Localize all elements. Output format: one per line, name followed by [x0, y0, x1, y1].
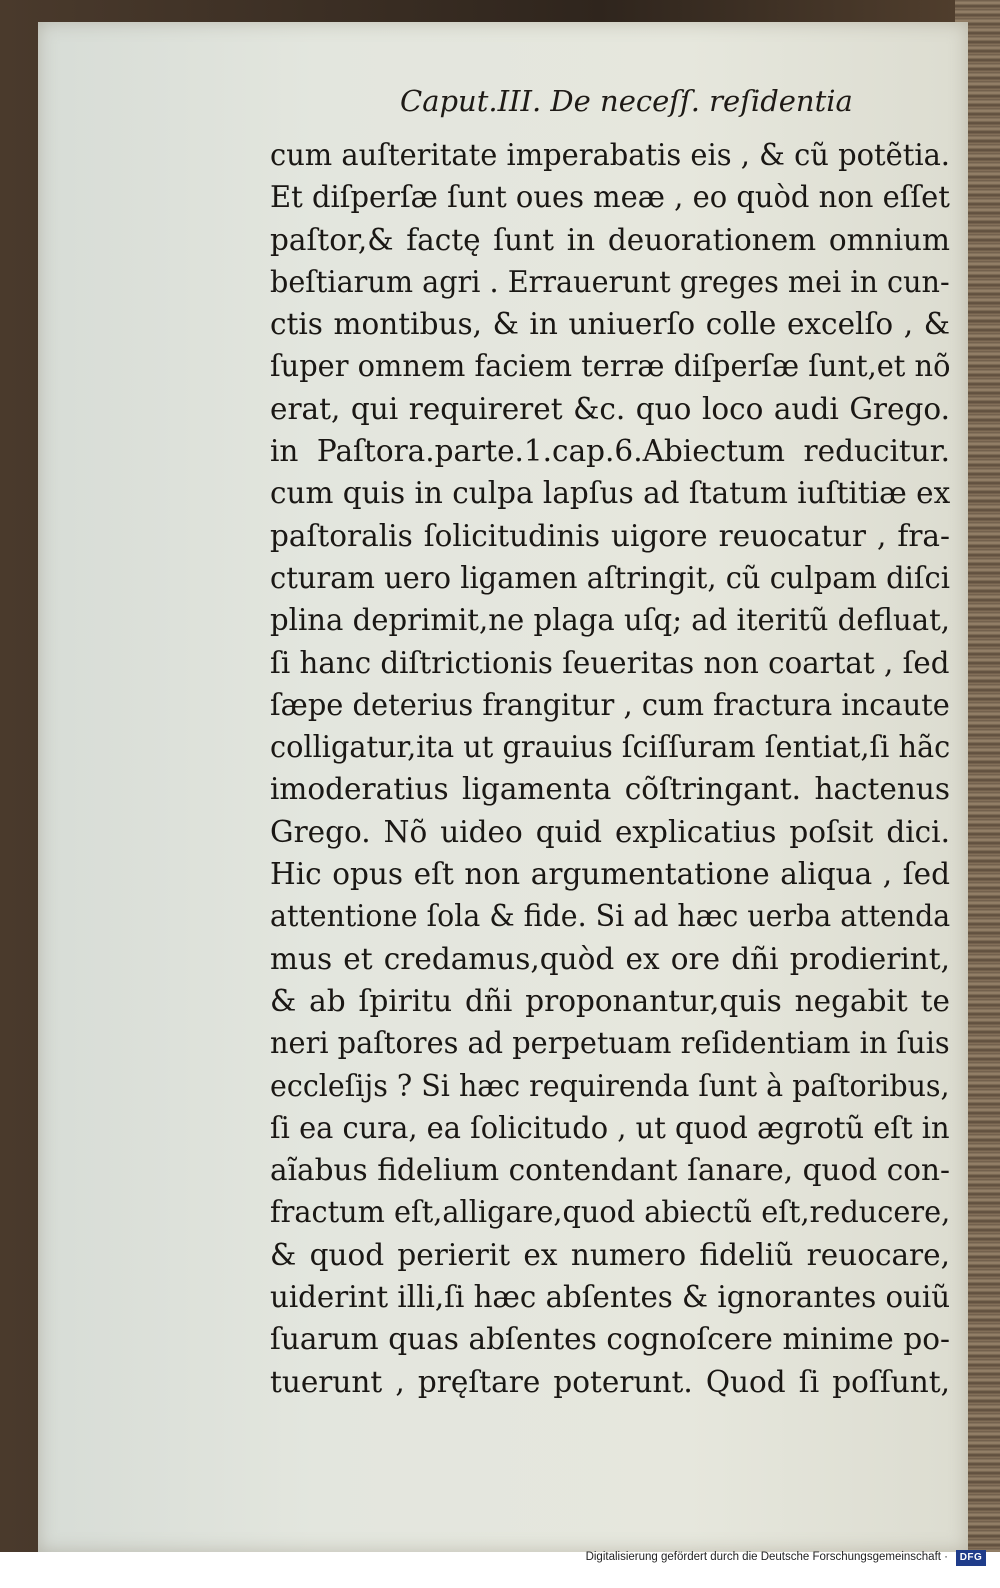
text-line: imoderatius ligamenta cõſtringant. hactenus	[270, 772, 950, 807]
text-line: cum auſteritate imperabatis eis , & cũ potẽtia.	[270, 138, 950, 172]
text-line: paſtoralis ſolicitudinis uigore reuocatur , fra-	[270, 518, 950, 553]
text-line: colligatur,ita ut grauius ſciſſuram ſentiat,ſi hãc	[270, 730, 951, 765]
text-line: in Paſtora.parte.1.cap.6.Abiectum reducitur.	[270, 434, 950, 469]
text-line: tuerunt , pręſtare poterunt. Quod ſi poſſunt,	[270, 1364, 950, 1399]
text-line: beſtiarum agri . Errauerunt greges mei in cun-	[270, 264, 950, 299]
text-line: Grego. Nõ uideo quid explicatius poſsit dici.	[270, 814, 950, 849]
text-line: fractum eſt,alligare,quod abiectũ eſt,reducere,	[270, 1195, 951, 1230]
text-line: paſtor,& factę ſunt in deuorationem omnium	[270, 222, 950, 257]
body-text	[270, 134, 950, 1403]
text-line: ſi hanc diſtrictionis ſeueritas non coartat , ſed	[270, 645, 950, 680]
digitization-credit: Digitalisierung gefördert durch die Deutsche Forschungsgemeinschaft ·	[585, 1551, 948, 1563]
text-line: & quod perierit ex numero fideliũ reuocare,	[270, 1237, 950, 1272]
text-line: Hic opus eſt non argumentatione aliqua , ſed	[270, 857, 950, 892]
text-line: ctis montibus, & in uniuerſo colle excelſo , &	[270, 307, 950, 342]
text-line: ſæpe deterius frangitur , cum fractura incaute	[270, 687, 950, 722]
text-line: cum quis in culpa lapſus ad ſtatum iuſtitiæ ex	[270, 476, 951, 511]
text-line: & ab ſpiritu dñi proponantur,quis negabit te	[270, 983, 950, 1018]
text-line: ſuarum quas abſentes cognoſcere minime po-	[270, 1322, 950, 1357]
running-header: Caput.III. De neceſſ. reſidentia	[400, 84, 853, 118]
text-line: neri paſtores ad perpetuam reſidentiam in ſuis	[270, 1026, 950, 1061]
text-line: ſi ea cura, ea ſolicitudo , ut quod ægrotũ eſt in	[270, 1110, 950, 1145]
text-line: ſuper omnem faciem terræ diſperſæ ſunt,et nõ	[270, 349, 951, 384]
text-line: attentione ſola & fide. Si ad hæc uerba attenda	[270, 899, 951, 934]
text-line: cturam uero ligamen aſtringit, cũ culpam diſci	[270, 560, 950, 595]
text-line: erat, qui requireret &c. quo loco audi Grego.	[270, 391, 950, 426]
text-line: mus et credamus,quòd ex ore dñi prodierint,	[270, 941, 950, 976]
text-line: eccleſijs ? Si hæc requirenda ſunt à paſtoribus,	[270, 1068, 950, 1103]
dfg-logo: DFG	[956, 1550, 986, 1566]
text-line: uiderint illi,ſi hæc abſentes & ignorantes ouiũ	[270, 1280, 951, 1315]
text-line: Et diſperſæ ſunt oues meæ , eo quòd non eſſet	[270, 180, 950, 215]
text-line: plina deprimit,ne plaga uſq; ad iteritũ defluat,	[270, 603, 951, 638]
text-line: aĩabus fidelium contendant ſanare, quod con-	[270, 1153, 950, 1188]
